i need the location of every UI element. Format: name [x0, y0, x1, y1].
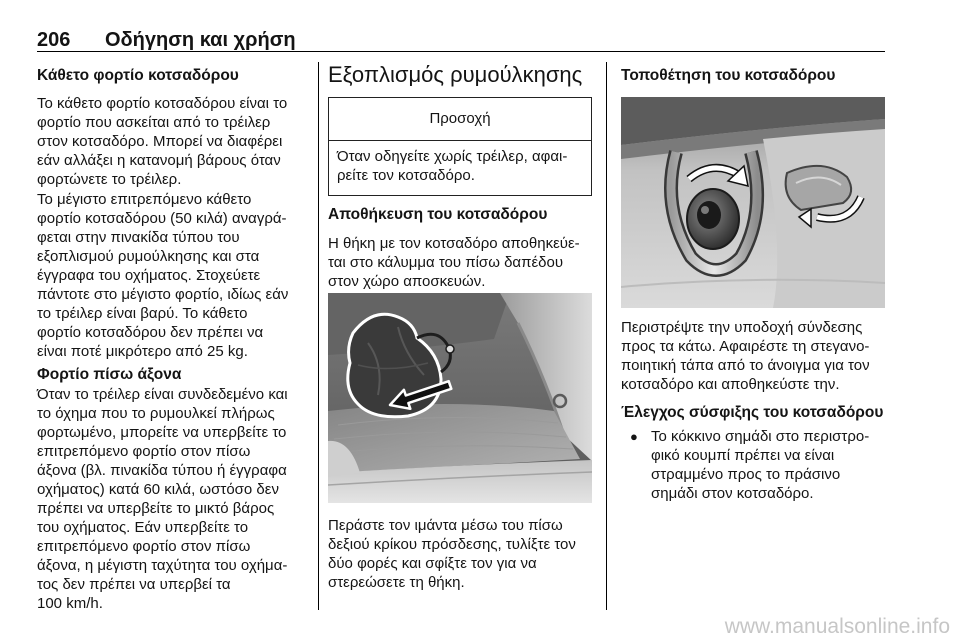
- paragraph-strap-instructions: [328, 516, 576, 592]
- bullet-item-red-mark: [651, 427, 869, 503]
- text-line: δεξιού κρίκου πρόσδεσης, τυλίξτε τον: [328, 535, 576, 553]
- text-line: στραμμένο προς το πράσινο: [651, 465, 841, 483]
- heading-rear-axle-load: Φορτίο πίσω άξονα: [37, 365, 182, 383]
- text-line: πρέπει να υπερβείτε το μικτό βάρος: [37, 499, 275, 517]
- text-line: Το μέγιστο επιτρεπόμενο κάθετο: [37, 190, 252, 208]
- heading-tightness-check: Έλεγχος σύσφιξης του κοτσαδόρου: [621, 403, 884, 421]
- bullet-icon: ●: [630, 428, 638, 444]
- paragraph-socket-rotation: [621, 318, 870, 394]
- text-line: είναι ποτέ μικρότερο από 25 kg.: [37, 342, 248, 360]
- column-divider-right: [606, 62, 607, 610]
- text-line: άξονα, η μέγιστη ταχύτητα του οχήμα-: [37, 556, 288, 574]
- text-line: τος δεν πρέπει να υπερβεί τα: [37, 575, 231, 593]
- section-title: Οδήγηση και χρήση: [105, 29, 296, 51]
- text-line: σημάδι στον κοτσαδόρο.: [651, 484, 814, 502]
- trunk-storage-svg: [328, 293, 592, 503]
- text-line: ρείτε τον κοτσαδόρο.: [337, 167, 475, 184]
- text-line: έγγραφα του οχήματος. Στοχεύετε: [37, 266, 261, 284]
- text-line: επιτρεπόμενο φορτίο στον πίσω: [37, 442, 251, 460]
- text-line: Όταν οδηγείτε χωρίς τρέιλερ, αφαι-: [337, 148, 568, 165]
- heading-vertical-hitch-load: Κάθετο φορτίο κοτσαδόρου: [37, 66, 239, 84]
- text-line: φικό κουμπί πρέπει να είναι: [651, 446, 835, 464]
- paragraph-storage-location: [328, 234, 580, 291]
- text-line: ποιητική τάπα από το άνοιγμα για τον: [621, 356, 870, 374]
- text-line: ται στο κάλυμμα του πίσω δαπέδου: [328, 253, 564, 271]
- text-line: Περάστε τον ιμάντα μέσω του πίσω: [328, 516, 563, 534]
- text-line: δύο φορές και σφίξτε τον για να: [328, 554, 537, 572]
- text-line: φορτίο κοτσαδόρου (50 κιλά) αναγρά-: [37, 209, 287, 227]
- text-line: εξοπλισμού ρυμούλκησης και στα: [37, 247, 260, 265]
- text-line: εάν αλλάξει η κατανομή βάρους όταν: [37, 151, 281, 169]
- watermark: www.manualsonline.info: [724, 615, 950, 638]
- text-line: επιτρεπόμενο φορτίο στον πίσω: [37, 537, 251, 555]
- text-line: πάντοτε στο μέγιστο φορτίο, ιδίως εάν: [37, 285, 289, 303]
- header-rule: [37, 51, 885, 52]
- tow-socket: [687, 189, 739, 249]
- text-line: φεται στην πινακίδα τύπου του: [37, 228, 240, 246]
- text-line: κοτσαδόρο και αποθηκεύστε την.: [621, 375, 840, 393]
- text-line: στον κοτσαδόρο. Μπορεί να διαφέρει: [37, 132, 283, 150]
- text-line: φορτίο που ασκείται από το τρέιλερ: [37, 113, 271, 131]
- text-line: φορτωμένο, μπορείτε να υπερβείτε το: [37, 423, 287, 441]
- text-line: το τρέιλερ είναι βαρύ. Το κάθετο: [37, 304, 248, 322]
- text-line: στερεώσετε τη θήκη.: [328, 573, 465, 591]
- paragraph-max-hitch-load: [37, 190, 288, 361]
- text-line: οχήματος) κατά 60 κιλά, ωστόσο δεν: [37, 480, 279, 498]
- heading-towbar-fitting: Τοποθέτηση του κοτσαδόρου: [621, 66, 836, 84]
- column-divider-left: [318, 62, 319, 610]
- towbar-socket-svg: [621, 97, 885, 308]
- text-line: Η θήκη με τον κοτσαδόρο αποθηκεύε-: [328, 234, 580, 252]
- text-line: Περιστρέψτε την υποδοχή σύνδεσης: [621, 318, 863, 336]
- text-line: Το κόκκινο σημάδι στο περιστρο-: [651, 427, 870, 445]
- text-line: το όχημα που το ρυμουλκεί πλήρως: [37, 404, 275, 422]
- paragraph-rear-axle-load: [37, 385, 288, 613]
- trunk-storage-illustration: [328, 293, 592, 503]
- page-number: 206: [37, 29, 71, 51]
- text-line: φορτώνετε το τρέιλερ.: [37, 170, 182, 188]
- caution-label: Προσοχή: [429, 110, 491, 127]
- bracket-arm: [786, 166, 852, 210]
- text-line: του οχήματος. Εάν υπερβείτε το: [37, 518, 249, 536]
- text-line: φορτίο κοτσαδόρου δεν πρέπει να: [37, 323, 264, 341]
- paragraph-hitch-load-definition: [37, 94, 287, 189]
- caution-text: [329, 141, 591, 185]
- text-line: 100 km/h.: [37, 594, 103, 612]
- text-line: προς τα κάτω. Αφαιρέστε τη στεγανο-: [621, 337, 870, 355]
- chapter-title-towing-equipment: Εξοπλισμός ρυμούλκησης: [328, 62, 583, 87]
- caution-box: [328, 97, 592, 196]
- text-line: στον χώρο αποσκευών.: [328, 272, 486, 290]
- text-line: Το κάθετο φορτίο κοτσαδόρου είναι το: [37, 94, 288, 112]
- heading-towbar-storage: Αποθήκευση του κοτσαδόρου: [328, 205, 548, 223]
- text-line: Όταν το τρέιλερ είναι συνδεδεμένο και: [37, 385, 288, 403]
- towbar-socket-illustration: [621, 97, 885, 308]
- text-line: άξονα (βλ. πινακίδα τύπου ή έγγραφα: [37, 461, 287, 479]
